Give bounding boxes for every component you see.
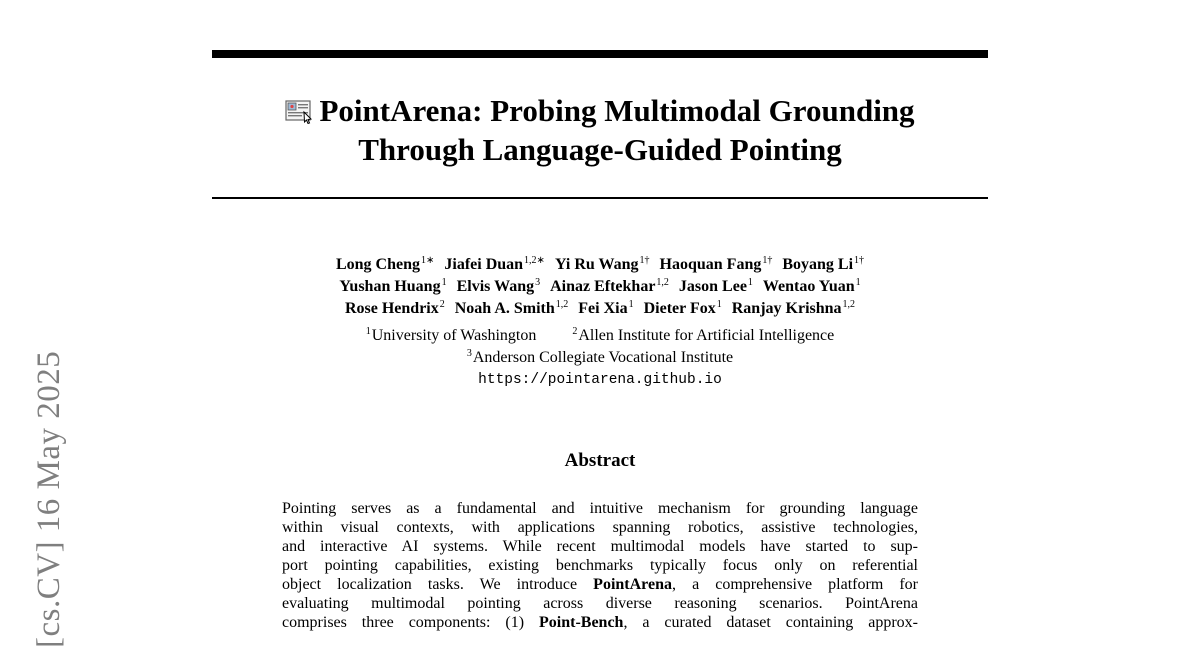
author-affiliation-marker: 1 bbox=[747, 277, 753, 288]
author-name: Elvis Wang$^3$ bbox=[456, 277, 541, 295]
title-line-1 bbox=[212, 91, 988, 130]
author-row bbox=[212, 276, 988, 298]
author-name: Jason Lee$^1$ bbox=[678, 277, 753, 295]
author-affiliation-marker: 1,2 bbox=[656, 277, 669, 288]
author-name: Long Cheng$^{1∗}$ bbox=[335, 255, 435, 273]
author-affiliation-marker: 1† bbox=[762, 255, 773, 266]
abstract-line: object localization tasks. We introduce PointArena, a comprehensive platform for bbox=[282, 576, 918, 593]
author-row bbox=[212, 298, 988, 320]
author-name: Yi Ru Wang$^{1\dagger}$ bbox=[554, 255, 650, 273]
author-affiliation-marker: 1,2∗ bbox=[524, 255, 545, 266]
author-row bbox=[212, 254, 988, 276]
author-affiliation-marker: 1 bbox=[628, 299, 634, 310]
author-affiliation-marker: 1∗ bbox=[420, 255, 435, 266]
abstract-heading: Abstract bbox=[564, 450, 636, 471]
author-name: Ranjay Krishna$^{1,2}$ bbox=[731, 299, 856, 317]
affiliations bbox=[212, 325, 988, 391]
author-name: Rose Hendrix$^2$ bbox=[344, 299, 445, 317]
author-name: Yushan Huang$^1$ bbox=[339, 277, 447, 295]
abstract-body bbox=[282, 499, 918, 632]
title-logo-icon bbox=[285, 94, 313, 120]
author-name: Haoquan Fang$^{1\dagger}$ bbox=[659, 255, 773, 273]
author-affiliation-marker: 1† bbox=[854, 255, 865, 266]
affiliation-ai2: $^2$Allen Institute for Artificial Intelligence bbox=[572, 326, 835, 344]
author-affiliation-marker: 1 bbox=[441, 277, 447, 288]
author-name: Jiafei Duan$^{1,2∗}$ bbox=[444, 255, 545, 273]
title-line-2: Through Language-Guided Pointing bbox=[358, 132, 842, 167]
author-affiliation-marker: 1,2 bbox=[555, 299, 569, 310]
paper-title bbox=[212, 91, 988, 169]
author-list bbox=[212, 254, 988, 320]
affiliation-line-1 bbox=[212, 325, 988, 347]
abstract-line: evaluating multimodal pointing across diverse reasoning scenarios. PointArena bbox=[282, 595, 918, 612]
author-name: Dieter Fox$^1$ bbox=[643, 299, 722, 317]
author-name: Ainaz Eftekhar$^{1,2}$ bbox=[550, 277, 669, 295]
project-url[interactable]: https://pointarena.github.io bbox=[478, 372, 722, 388]
author-name: Noah A. Smith$^{1,2}$ bbox=[454, 299, 569, 317]
affiliation-acvi: $^3$Anderson Collegiate Vocational Institute bbox=[466, 348, 734, 366]
abstract-line: Pointing serves as a fundamental and intuitive mechanism for grounding language bbox=[282, 500, 918, 517]
author-affiliation-marker: 1 bbox=[716, 299, 722, 310]
author-name: Fei Xia$^1$ bbox=[578, 299, 634, 317]
author-affiliation-marker: 3 bbox=[535, 277, 541, 288]
arxiv-stamp: [cs.CV] 16 May 2025 bbox=[31, 350, 67, 648]
abstract-line: within visual contexts, with applications spanning robotics, assistive technologies, bbox=[282, 519, 918, 536]
title-text-line-1: PointArena: Probing Multimodal Grounding bbox=[319, 93, 915, 128]
author-name: Wentao Yuan$^1$ bbox=[762, 277, 861, 295]
top-rule bbox=[212, 50, 988, 58]
affiliation-line-2 bbox=[212, 347, 988, 369]
author-affiliation-marker: 1,2 bbox=[842, 299, 856, 310]
affiliation-uw: $^1$University of Washington bbox=[365, 326, 537, 344]
author-affiliation-marker: 1 bbox=[855, 277, 861, 288]
abstract-line: comprises three components: (1) Point-Bench, a curated dataset containing approx- bbox=[282, 614, 918, 631]
author-affiliation-marker: 1† bbox=[639, 255, 650, 266]
author-affiliation-marker: 2 bbox=[439, 299, 445, 310]
abstract-line: port pointing capabilities, existing benchmarks typically focus only on referential bbox=[282, 557, 918, 574]
author-name: Boyang $Li^{1\dagger}$ bbox=[782, 255, 865, 273]
abstract-line: and interactive AI systems. While recent multimodal models have started to sup- bbox=[282, 538, 918, 555]
bottom-rule bbox=[212, 197, 988, 199]
